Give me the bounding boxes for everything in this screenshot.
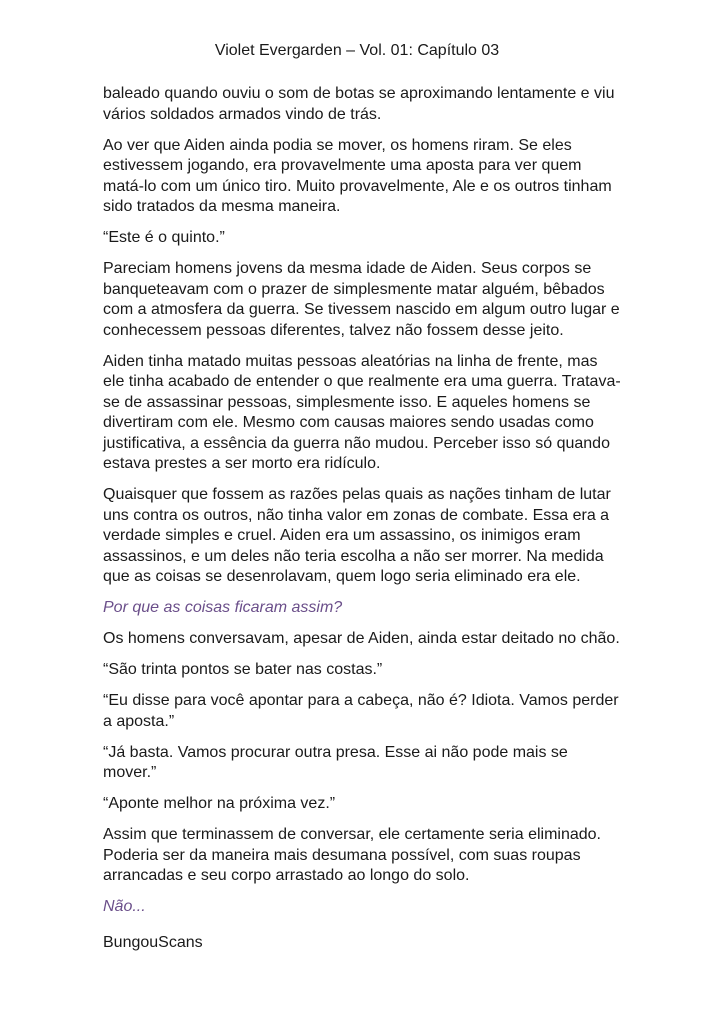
- paragraph: “Aponte melhor na próxima vez.”: [103, 795, 336, 812]
- paragraph: “Eu disse para você apontar para a cabeça, não é? Idiota. Vamos perder a aposta.”: [103, 692, 619, 730]
- paragraph: Pareciam homens jovens da mesma idade de Aiden. Seus corpos se banqueteavam com o prazer de simplesmente matar alguém, bêbados com a atmosfera da guerra. Se tivessem nascido em algum outro lugar e conhecessem pessoas diferentes, talvez não fossem desse jeito.: [103, 260, 620, 339]
- paragraph: Aiden tinha matado muitas pessoas aleatórias na linha de frente, mas ele tinha acabado de entender o que realmente era uma guerra. Tratava-se de assassinar pessoas, simplesmente isso. E aqueles homens se divertiram com ele. Mesmo com causas maiores sendo usadas como justificativa, a essência da guerra não mudou. Perceber isso só quando estava prestes a ser morto era ridículo.: [103, 352, 621, 472]
- page-header-title: Violet Evergarden – Vol. 01: Capítulo 03: [214, 42, 500, 59]
- paragraph: “Este é o quinto.”: [103, 229, 225, 246]
- paragraph: Os homens conversavam, apesar de Aiden, ainda estar deitado no chão.: [103, 630, 620, 647]
- paragraph: “São trinta pontos se bater nas costas.”: [103, 661, 383, 678]
- italic-paragraph: Não...: [103, 898, 146, 915]
- paragraph: “Já basta. Vamos procurar outra presa. Esse ai não pode mais se mover.”: [103, 743, 568, 781]
- paragraph: Quaisquer que fossem as razões pelas quais as nações tinham de lutar uns contra os outros, não tinha valor em zonas de combate. Essa era a verdade simples e cruel. Aiden era um assassino, os inimigos eram assassinos, e um deles não teria escolha a não ser morrer. Na medida que as coisas se desenrolavam, quem logo seria eliminado era ele.: [103, 486, 611, 585]
- scanlation-credit: BungouScans: [103, 934, 203, 951]
- italic-paragraph: Por que as coisas ficaram assim?: [103, 599, 343, 616]
- body-text: [103, 84, 623, 928]
- paragraph: baleado quando ouviu o som de botas se aproximando lentamente e viu vários soldados armados vindo de trás.: [103, 85, 615, 123]
- paragraph: Ao ver que Aiden ainda podia se mover, os homens riram. Se eles estivessem jogando, era provavelmente uma aposta para ver quem matá-lo com um único tiro. Muito provavelmente, Ale e os outros tinham sido tratados da mesma maneira.: [103, 136, 612, 215]
- paragraph: Assim que terminassem de conversar, ele certamente seria eliminado. Poderia ser da maneira mais desumana possível, com suas roupas arrancadas e seu corpo arrastado ao longo do solo.: [103, 826, 601, 884]
